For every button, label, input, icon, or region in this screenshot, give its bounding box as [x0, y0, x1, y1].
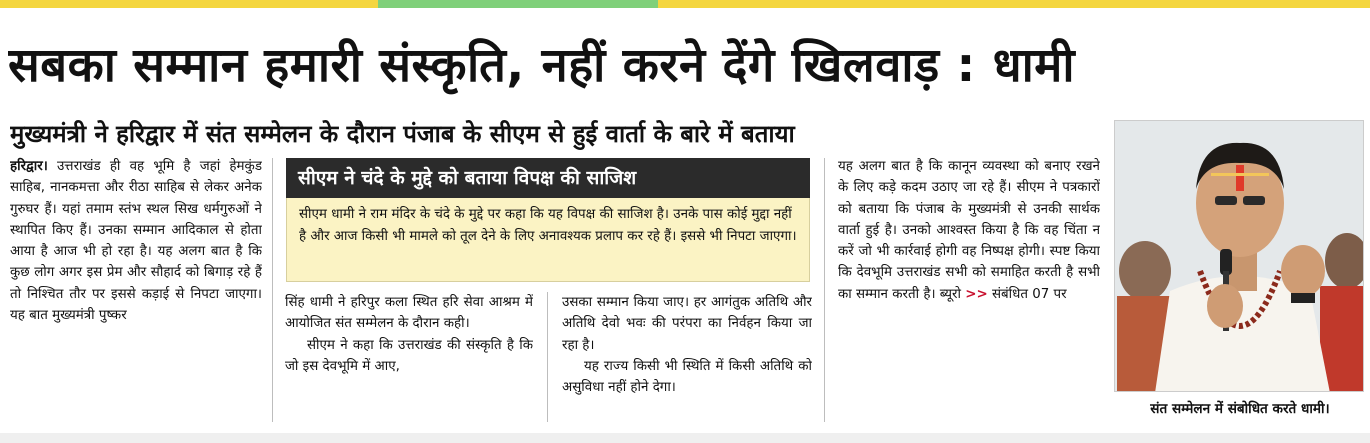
subheadline: मुख्यमंत्री ने हरिद्वार में संत सम्मेलन के दौरान पंजाब के सीएम से हुई वार्ता के बारे में बताया — [10, 120, 795, 148]
dateline: हरिद्वार। — [10, 159, 48, 174]
column-2a-paragraph-1: सिंह धामी ने हरिपुर कला स्थित हरि सेवा आश्रम में आयोजित संत सम्मेलन के दौरान कही। — [285, 295, 533, 332]
column-2a-paragraph-2-text: सीएम ने कहा कि उत्तराखंड की संस्कृति है कि जो इस देवभूमि में आए, — [285, 337, 533, 374]
sidebar-box — [286, 158, 810, 282]
column-2b-paragraph-2-text: यह राज्य किसी भी स्थिति में किसी अतिथि को असुविधा नहीं होने देगा। — [562, 358, 812, 396]
column-divider — [547, 292, 548, 422]
top-bar-green-segment — [378, 0, 658, 8]
article-column-2a — [285, 292, 533, 422]
bottom-rule — [0, 433, 1370, 443]
headline: सबका सम्मान हमारी संस्कृति, नहीं करने देंगे खिलवाड़ : धामी — [8, 38, 1076, 93]
box-title: सीएम ने चंदे के मुद्दे को बताया विपक्ष की साजिश — [286, 158, 810, 198]
column-divider — [272, 158, 273, 422]
news-photo — [1114, 120, 1364, 392]
top-bar-yellow-segment-right — [658, 0, 1370, 8]
photo-illustration — [1115, 121, 1364, 392]
box-body: सीएम धामी ने राम मंदिर के चंदे के मुद्दे पर कहा कि यह विपक्ष की साजिश है। उनके पास कोई मुद्दा नहीं है और आज किसी भी मामले को तूल देने के लिए अनावश्यक प्रलाप कर रहे हैं। इससे भी निपटा जाएगा। — [286, 198, 810, 282]
photo-caption: संत सम्मेलन में संबोधित करते धामी। — [1150, 401, 1330, 417]
column-2b-paragraph-1: उसका सम्मान किया जाए। हर आगंतुक अतिथि और अतिथि देवो भवः की परंपरा का निर्वहन किया जा रहा है। — [562, 295, 812, 353]
article-column-2b — [562, 292, 812, 422]
article-column-1 — [10, 156, 262, 422]
column-3-text: यह अलग बात है कि कानून व्यवस्था को बनाए रखने के लिए कड़े कदम उठाए जा रहे हैं। सीएम ने पत्रकारों को बताया कि पंजाब के मुख्यमंत्री से उनकी सार्थक वार्ता हुई है। उनको आश्वस्त किया है कि वह चिंता न करें जो भी कार्रवाई होगी वह निष्पक्ष होगी। स्पष्ट किया कि देवभूमि उत्तराखंड सभी को समाहित करती है सभी का सम्मान करती है। ब्यूरो — [838, 159, 1100, 302]
column-2a-paragraph-2 — [285, 335, 533, 378]
column-1-text: उत्तराखंड ही वह भूमि है जहां हेमकुंड साहिब, नानकमत्ता और रीठा साहिब से लेकर अनेक गुरुघर हैं। यहां तमाम स्तंभ स्थल सिख धर्मगुरुओं ने स्थापित किए हैं। उनका सम्मान आदिकाल से होता आया है आज भी हो रहा है। यह अलग बात है कि कुछ लोग अगर इस प्रेम और सौहार्द को बिगाड़ रहे हैं तो निश्चित तौर पर इससे कड़ाई से निपटा जाएगा। यह बात मुख्यमंत्री पुष्कर — [10, 159, 262, 324]
column-2b-paragraph-2 — [562, 356, 812, 399]
column-divider — [824, 158, 825, 422]
top-bar-yellow-segment — [0, 0, 378, 8]
reference-text: संबंधित 07 पर — [991, 286, 1067, 302]
top-color-bar — [0, 0, 1370, 8]
reference-arrow: >> — [965, 286, 988, 302]
article-column-3 — [838, 156, 1100, 422]
